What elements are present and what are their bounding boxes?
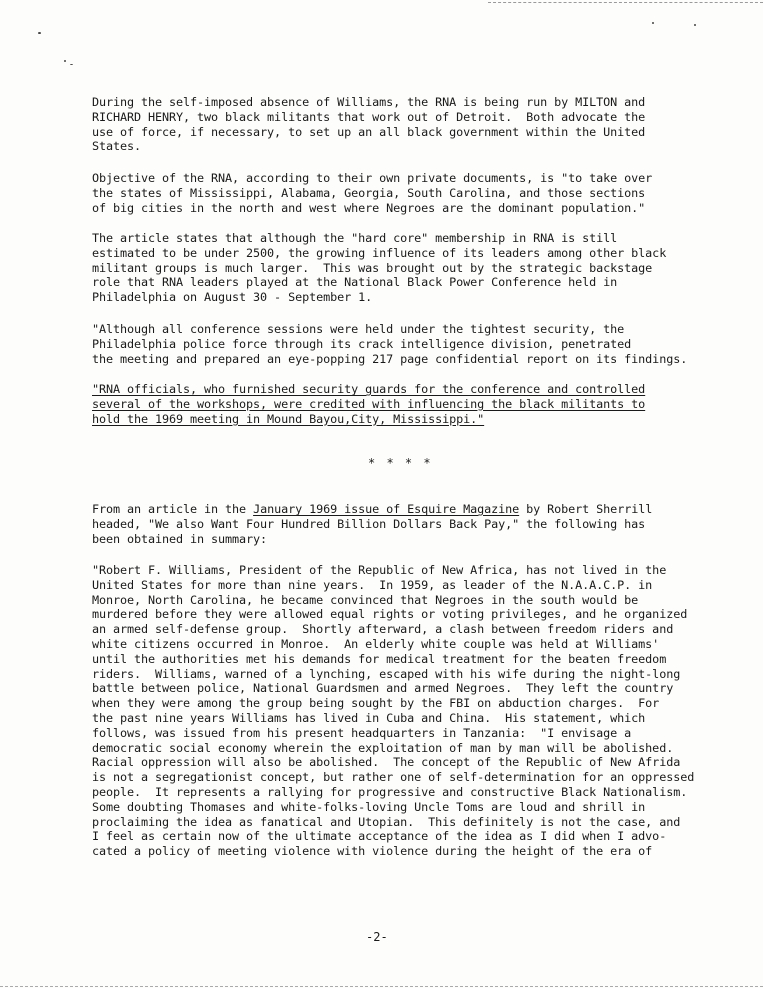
paragraph-rna-membership: The article states that although the "hard core" membership in RNA is still estimated to be under 2500, the growing influence of its leaders among other black militant groups is much larger. This was brought out by the strategic backstage role that RNA leaders played at the National Black Power Conference held in Philadelphia on August 30 - September 1. [92,231,667,305]
esquire-intro-rest: by Robert Sherrill headed, "We also Want Four Hundred Billion Dollars Back Pay," the following has been obtained in summary: [92,502,653,546]
paragraph-conference-security: "Although all conference sessions were held under the tightest security, the Philadelphia police force through its crack intelligence division, penetrated the meeting and prepared an eye-popping 217 page confidential report on its findings. [92,322,688,366]
section-separator: * * * * [368,456,433,470]
paragraph-rna-leadership: During the self-imposed absence of Williams, the RNA is being run by MILTON and RICHARD HENRY, two black militants that work out of Detroit. Both advocate the use of force, if necessary, to set up an all black government within the United States. [92,95,646,154]
paragraph-esquire-intro [92,502,737,546]
top-edge-rule [488,2,763,3]
paragraph-rna-objective: Objective of the RNA, according to their own private documents, is "to take over the states of Mississippi, Alabama, Georgia, South Carolina, and those sections of big cities in the north and west where Negroes are the dominant population." [92,171,653,215]
scan-speck [694,24,696,26]
paragraph-williams-summary: "Robert F. Williams, President of the Republic of New Africa, has not lived in the United States for more than nine years. In 1959, as leader of the N.A.A.C.P. in Monroe, North Carolina, he became convinced that Negroes in the south would be murdered before they were allowed equal rights or voting privileges, and he organized an armed self-defense group. Shortly afterward, a clash between freedom riders and white citizens occurred in Monroe. An elderly white couple was held at Williams' until the authorities met his demands for medical treatment for the beaten freedom riders. Williams, warned of a lynching, escaped with his wife during the night-long battle between police, National Guardsmen and armed Negroes. They left the country when they were among the group being sought by the FBI on abduction charges. For the past nine years Williams has lived in Cuba and China. His statement, which follows, was issued from his present headquarters in Tanzania: "I envisage a democratic social economy wherein the exploitation of man by man will be abolished. Racial oppression will also be abolished. The concept of the Republic of New Afrida is not a segregationist concept, but rather one of self-determination for an oppressed people. It represents a rallying for progressive and constructive Black Nationalism. Some doubting Thomases and white-folks-loving Uncle Toms are loud and shrill in proclaiming the idea as fanatical and Utopian. This definitely is not the case, and I feel as certain now of the ultimate acceptance of the idea as I did when I advo- cated a policy of meeting violence with violence during the height of the era of [92,563,695,859]
scan-speck [70,64,73,65]
bottom-edge-rule [0,986,763,987]
scan-speck [64,60,66,62]
esquire-citation: January 1969 issue of Esquire Magazine [253,502,520,516]
scan-speck [38,32,41,34]
paragraph-rna-officials: "RNA officials, who furnished security guards for the conference and controlled several of the workshops, were credited with influencing the black militants to hold the 1969 meeting in Mound Bayou,City, Mississippi." [92,382,646,426]
page-number: -2- [366,930,388,944]
esquire-intro-lead: From an article in the [92,502,254,516]
scan-speck [652,22,654,24]
